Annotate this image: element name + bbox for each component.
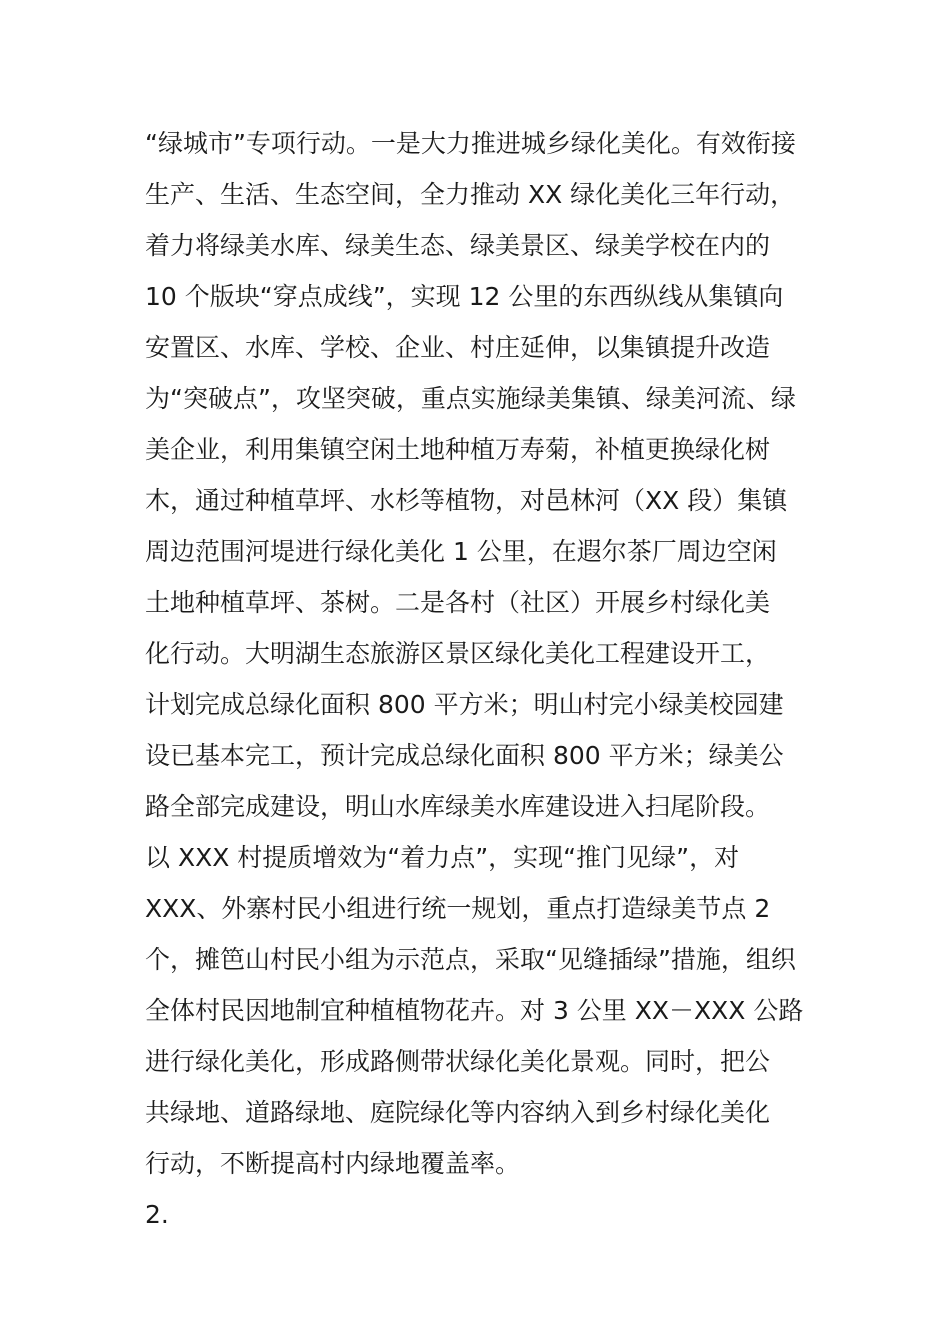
section-number: 2.: [145, 1200, 169, 1229]
text-line: 安置区、水库、学校、企业、村庄延伸，以集镇提升改造: [145, 333, 771, 362]
text-line: 以 XXX 村提质增效为“着力点”，实现“推门见绿”，对: [145, 843, 740, 872]
text-line: 10 个版块“穿点成线”，实现 12 公里的东西纵线从集镇向: [145, 282, 784, 311]
text-line: 设已基本完工，预计完成总绿化面积 800 平方米；绿美公: [145, 741, 784, 770]
text-line: 个，摊笆山村民小组为示范点，采取“见缝插绿”措施，组织: [145, 945, 796, 974]
body-text: [145, 118, 825, 1240]
text-line: XXX、外寨村民小组进行统一规划，重点打造绿美节点 2: [145, 894, 771, 923]
text-line: 生产、生活、生态空间，全力推动 XX 绿化美化三年行动，: [145, 180, 796, 209]
text-line: “绿城市”专项行动。一是大力推进城乡绿化美化。有效衔接: [145, 129, 796, 158]
text-line: 路全部完成建设，明山水库绿美水库建设进入扫尾阶段。: [145, 792, 771, 821]
text-line: 全体村民因地制宜种植植物花卉。对 3 公里 XX－XXX 公路: [145, 996, 804, 1025]
text-line: 化行动。大明湖生态旅游区景区绿化美化工程建设开工，: [145, 639, 771, 668]
text-line: 为“突破点”，攻坚突破，重点实施绿美集镇、绿美河流、绿: [145, 384, 796, 413]
text-line: 着力将绿美水库、绿美生态、绿美景区、绿美学校在内的: [145, 231, 771, 260]
text-line: 行动，不断提高村内绿地覆盖率。: [145, 1149, 521, 1178]
text-line: 计划完成总绿化面积 800 平方米；明山村完小绿美校园建: [145, 690, 784, 719]
text-line: 土地种植草坪、茶树。二是各村（社区）开展乡村绿化美: [145, 588, 771, 617]
text-line: 美企业，利用集镇空闲土地种植万寿菊，补植更换绿化树: [145, 435, 771, 464]
text-line: 进行绿化美化，形成路侧带状绿化美化景观。同时，把公: [145, 1047, 771, 1076]
text-line: 木，通过种植草坪、水杉等植物，对邑林河（XX 段）集镇: [145, 486, 788, 515]
text-line: 共绿地、道路绿地、庭院绿化等内容纳入到乡村绿化美化: [145, 1098, 771, 1127]
text-line: 周边范围河堤进行绿化美化 1 公里，在遐尔茶厂周边空闲: [145, 537, 777, 566]
